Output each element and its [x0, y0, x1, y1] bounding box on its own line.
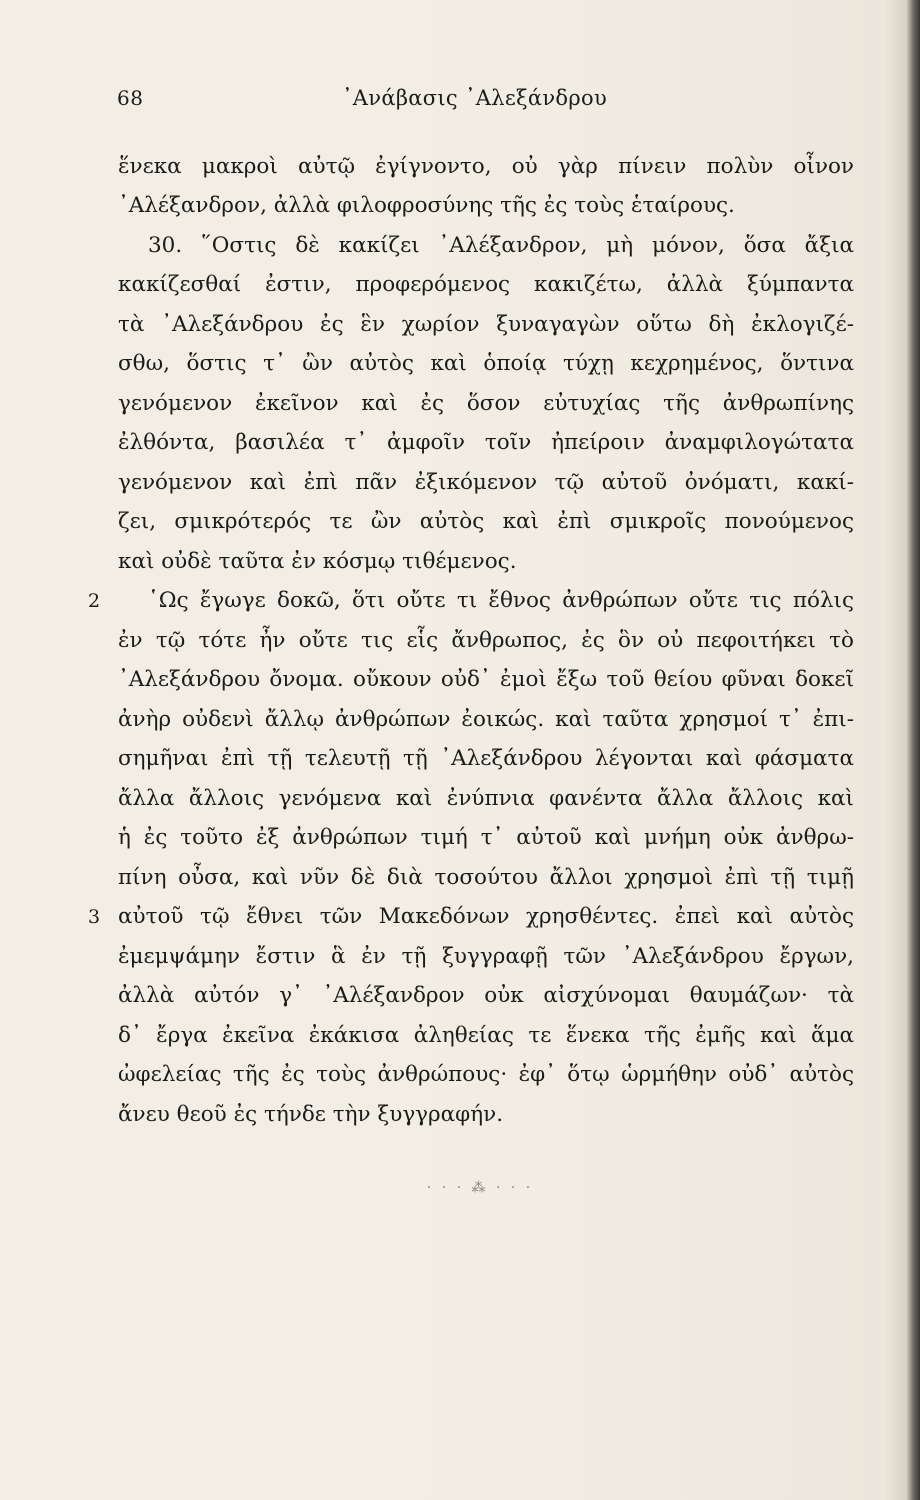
text-line: γενόμενον ἐκεῖνον καὶ ἐς ὅσον εὐτυχίας τῆς ἀνθρωπίνης — [118, 391, 854, 416]
text-line: ᾿Αλεξάνδρου ὄνομα. οὔκουν οὐδ᾿ ἐμοὶ ἔξω τοῦ θείου φῦναι δοκεῖ — [118, 667, 854, 692]
text-line: ἐλθόντα, βασιλέα τ᾿ ἀμφοῖν τοῖν ἠπείροιν ἀναμφιλογώτατα — [118, 430, 854, 455]
text-line: αὐτοῦ τῷ ἔθνει τῶν Μακεδόνων χρησθέντες. ἐπεὶ καὶ αὐτὸς — [118, 904, 854, 929]
text-line: ἐν τῷ τότε ἦν οὔτε τις εἷς ἄνθρωπος, ἐς ὃν οὐ πεφοιτήκει τὸ — [118, 628, 854, 653]
text-line: ᾿Αλέξανδρον, ἀλλὰ φιλοφροσύνης τῆς ἐς τοὺς ἑταίρους. — [118, 193, 735, 218]
text-line: καὶ οὐδὲ ταῦτα ἐν κόσμῳ τιθέμενος. — [118, 549, 517, 574]
text-line: ὠφελείας τῆς ἐς τοὺς ἀνθρώπους· ἐφ᾿ ὅτῳ ὡρμήθην οὐδ᾿ αὐτὸς — [118, 1062, 854, 1087]
text-line: ἄλλα ἄλλοις γενόμενα καὶ ἐνύπνια φανέντα ἄλλα ἄλλοις καὶ — [118, 786, 854, 811]
text-line: πίνη οὖσα, καὶ νῦν δὲ διὰ τοσούτου ἄλλοι χρησμοὶ ἐπὶ τῇ τιμῇ — [118, 865, 854, 890]
section-number: 2 — [88, 590, 101, 612]
text-line: κακίζεσθαί ἐστιν, προφερόμενος κακιζέτω, ἀλλὰ ξύμπαντα — [118, 272, 854, 297]
page-number: 68 — [117, 86, 144, 110]
text-line: ἡ ἐς τοῦτο ἐξ ἀνθρώπων τιμή τ᾿ αὐτοῦ καὶ μνήμη οὐκ ἀνθρω- — [118, 825, 854, 850]
text-line: σθω, ὅστις τ᾿ ὢν αὐτὸς καὶ ὁποίᾳ τύχῃ κεχρημένος, ὅντινα — [118, 351, 854, 376]
section-number: 3 — [88, 906, 101, 928]
text-line: 30. ῞Οστις δὲ κακίζει ᾿Αλέξανδρον, μὴ μόνον, ὅσα ἄξια — [148, 233, 854, 258]
text-line: ἕνεκα μακροὶ αὐτῷ ἐγίγνοντο, οὐ γὰρ πίνειν πολὺν οἶνον — [118, 154, 854, 179]
text-line: τὰ ᾿Αλεξάνδρου ἐς ἓν χωρίον ξυναγαγὼν οὕτω δὴ ἐκλογιζέ- — [118, 312, 854, 337]
running-title: ᾿Ανάβασις ᾿Αλεξάνδρου — [342, 86, 608, 110]
end-ornament: · · · ⁂ · · · — [426, 1180, 534, 1196]
text-line: ῾Ως ἔγωγε δοκῶ, ὅτι οὔτε τι ἔθνος ἀνθρώπων οὔτε τις πόλις — [148, 588, 854, 613]
text-line: γενόμενον καὶ ἐπὶ πᾶν ἐξικόμενον τῷ αὐτοῦ ὀνόματι, κακί- — [118, 470, 854, 495]
text-line: ἐμεμψάμην ἔστιν ἃ ἐν τῇ ξυγγραφῇ τῶν ᾿Αλεξάνδρου ἔργων, — [118, 944, 854, 969]
text-line: ἀνὴρ οὐδενὶ ἄλλῳ ἀνθρώπων ἐοικώς. καὶ ταῦτα χρησμοί τ᾿ ἐπι- — [118, 707, 854, 732]
page-header — [0, 86, 920, 118]
text-line: σημῆναι ἐπὶ τῇ τελευτῇ τῇ ᾿Αλεξάνδρου λέγονται καὶ φάσματα — [118, 746, 854, 771]
text-line: ἄνευ θεοῦ ἐς τήνδε τὴν ξυγγραφήν. — [118, 1102, 504, 1127]
text-line: δ᾿ ἔργα ἐκεῖνα ἐκάκισα ἀληθείας τε ἕνεκα τῆς ἐμῆς καὶ ἅμα — [118, 1023, 854, 1048]
text-line: ζει, σμικρότερός τε ὢν αὐτὸς καὶ ἐπὶ σμικροῖς πονούμενος — [118, 509, 854, 534]
text-line: ἀλλὰ αὐτόν γ᾿ ᾿Αλέξανδρον οὐκ αἰσχύνομαι θαυμάζων· τὰ — [118, 983, 854, 1008]
